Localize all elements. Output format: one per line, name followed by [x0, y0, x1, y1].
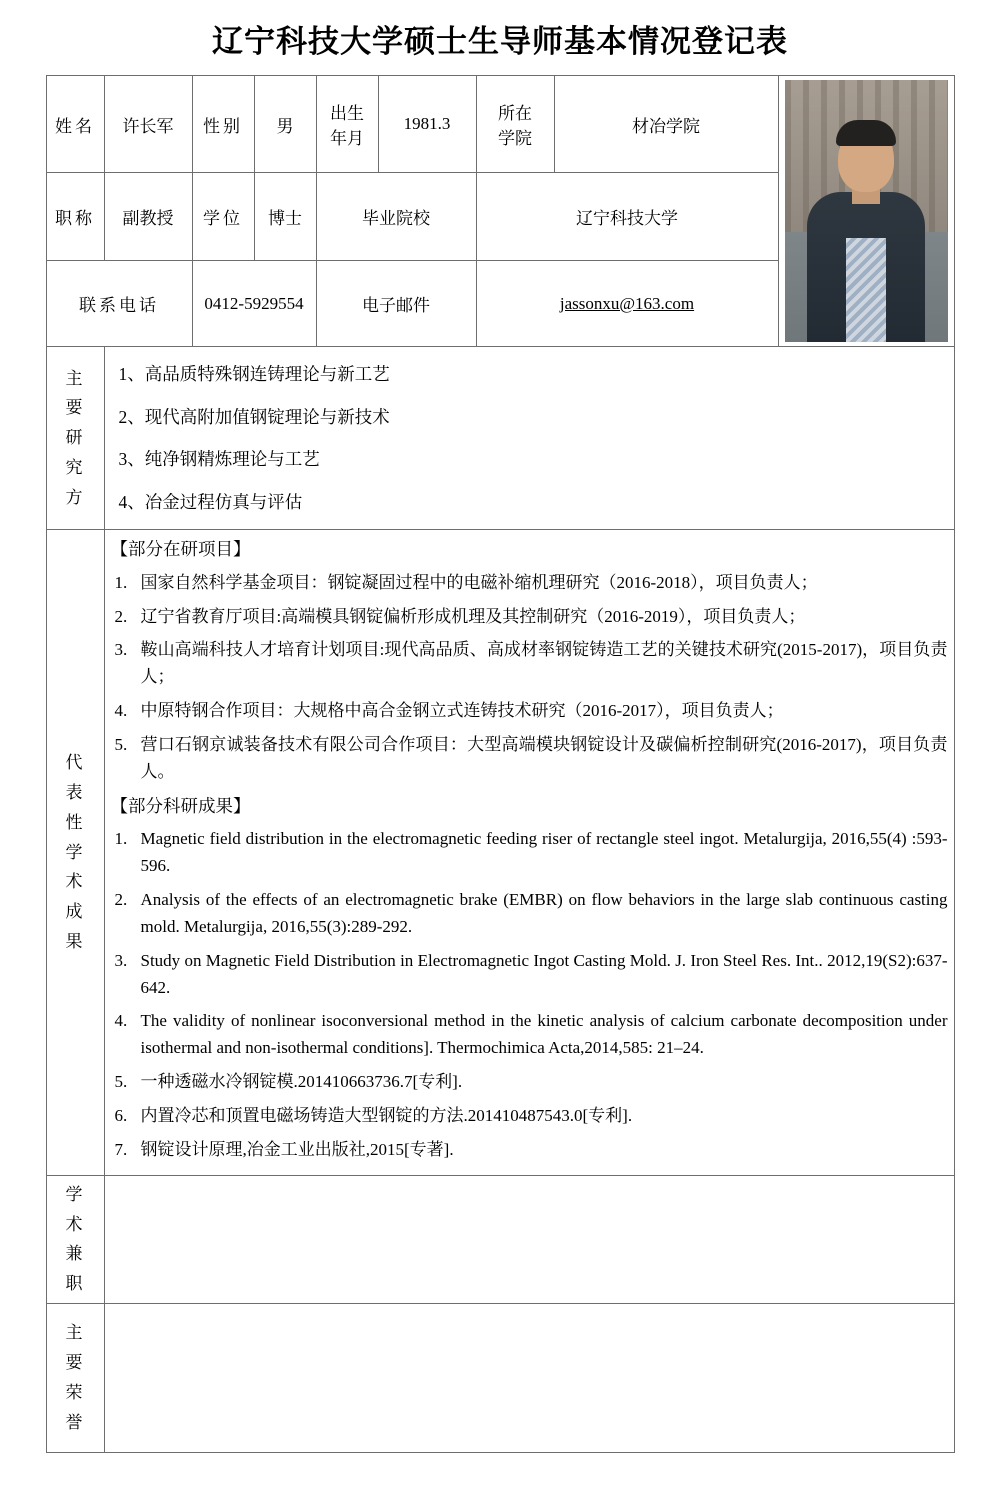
achievements-cell — [104, 530, 954, 1176]
item-text: 辽宁省教育厅项目:高端模具钢锭偏析形成机理及其控制研究（2016-2019），项目负责人； — [140, 606, 806, 626]
table-row-research-directions — [46, 347, 954, 530]
label-honors-ch2: 要 — [65, 1353, 85, 1372]
list-item — [111, 1103, 948, 1130]
list-item — [111, 570, 948, 597]
label-achievements-ch2: 表 — [65, 783, 85, 802]
label-achievements-ch1: 代 — [65, 753, 85, 773]
projects-heading: 【部分在研项目】 — [110, 539, 251, 559]
value-birth: 1981.3 — [378, 76, 476, 173]
label-research-direction-ch4: 究 — [65, 457, 85, 477]
item-number: 1. — [114, 572, 128, 592]
table-row-academic-post — [46, 1175, 954, 1303]
value-title-rank: 副教授 — [104, 173, 192, 261]
item-number: 5. — [114, 734, 128, 754]
label-honors-ch4: 誉 — [65, 1412, 85, 1432]
item-text: 鞍山高端科技人才培育计划项目:现代高品质、高成材率钢锭铸造工艺的关键技术研究(2015-2017)，项目负责人； — [140, 640, 948, 687]
email-link[interactable]: jassonxu@163.com — [559, 293, 695, 313]
item-text: Analysis of the effects of an electromagnetic brake (EMBR) on flow behaviors in the large slab continuous casting mold. Metalurgija, 2016,55(3):289-292. — [140, 890, 948, 936]
value-name: 许长军 — [104, 76, 192, 173]
item-text: Study on Magnetic Field Distribution in Electromagnetic Ingot Casting Mold. J. Iron Steel Res. Int.. 2012,19(S2):637-642. — [140, 950, 948, 997]
list-item — [111, 732, 948, 786]
value-phone: 0412-5929554 — [192, 261, 316, 347]
label-achievements-ch3: 性 — [65, 812, 85, 832]
value-honors — [104, 1303, 954, 1452]
avatar — [785, 80, 948, 342]
list-item — [111, 948, 948, 1002]
label-honors-ch1: 主 — [65, 1323, 85, 1343]
item-text: 中原特钢合作项目：大规格中高合金钢立式连铸技术研究（2016-2017），项目负责人； — [140, 701, 784, 721]
item-number: 7. — [114, 1139, 128, 1159]
item-text: 内置冷芯和顶置电磁场铸造大型钢锭的方法.201410487543.0[专利]. — [140, 1106, 633, 1126]
item-number: 2. — [114, 606, 128, 626]
list-item — [111, 698, 948, 725]
table-row-basic-1 — [46, 76, 954, 173]
value-email — [476, 261, 778, 347]
label-achievements-ch4: 学 — [65, 842, 85, 862]
projects-list — [111, 570, 948, 786]
label-academic-post-ch4: 职 — [65, 1274, 85, 1293]
label-research-direction-ch1: 主 — [65, 368, 85, 388]
list-item — [111, 887, 948, 941]
research-directions-cell — [104, 347, 954, 530]
photo-person-hair — [836, 120, 896, 146]
label-achievements — [46, 530, 104, 1176]
item-text: 营口石钢京诚装备技术有限公司合作项目：大型高端模块钢锭设计及碳偏析控制研究(2016-2017)，项目负责人。 — [140, 734, 948, 781]
list-item — [111, 1137, 948, 1164]
papers-list — [111, 826, 948, 1163]
research-direction-item: 1、高品质特殊钢连铸理论与新工艺 — [118, 364, 390, 384]
label-research-direction — [46, 347, 104, 530]
item-number: 6. — [114, 1106, 128, 1126]
list-item — [111, 826, 948, 880]
list-item — [111, 604, 948, 631]
page-title: 辽宁科技大学硕士生导师基本情况登记表 — [212, 24, 788, 59]
item-number: 2. — [114, 890, 128, 910]
item-number: 3. — [114, 950, 128, 970]
table-row-honors — [46, 1303, 954, 1452]
photo-cell — [778, 76, 954, 347]
label-college — [476, 76, 554, 173]
value-gender: 男 — [254, 76, 316, 173]
label-birth — [316, 76, 378, 173]
label-achievements-ch6: 成 — [65, 902, 85, 921]
item-number: 4. — [114, 701, 128, 721]
supervisor-info-table — [46, 75, 955, 1453]
label-graduate-school: 毕业院校 — [316, 173, 476, 261]
value-college: 材冶学院 — [554, 76, 778, 173]
label-birth-line2: 年月 — [330, 129, 364, 148]
label-email: 电子邮件 — [316, 261, 476, 347]
list-item — [111, 637, 948, 691]
item-number: 3. — [114, 640, 128, 660]
label-name: 姓名 — [46, 76, 104, 173]
label-phone: 联系电话 — [46, 261, 192, 347]
label-academic-post-ch3: 兼 — [65, 1244, 85, 1264]
item-number: 4. — [114, 1011, 128, 1031]
label-academic-post-ch1: 学 — [65, 1184, 85, 1204]
label-college-line2: 学院 — [498, 129, 532, 148]
research-direction-item: 4、冶金过程仿真与评估 — [118, 491, 303, 512]
label-research-direction-ch3: 研 — [65, 428, 85, 448]
photo-person-shirt — [846, 238, 886, 342]
label-birth-line1: 出生 — [330, 104, 364, 123]
item-text: 钢锭设计原理,冶金工业出版社,2015[专著]. — [140, 1139, 454, 1159]
label-gender: 性别 — [192, 76, 254, 173]
label-title-rank: 职称 — [46, 173, 104, 261]
label-achievements-ch5: 术 — [65, 872, 85, 892]
label-academic-post — [46, 1175, 104, 1303]
item-text: Magnetic field distribution in the electromagnetic feeding riser of rectangle steel ingot. Metalurgija, 2016,55(4) :593-596. — [140, 829, 948, 876]
item-text: 国家自然科学基金项目：钢锭凝固过程中的电磁补缩机理研究（2016-2018），项目负责人； — [140, 572, 818, 592]
label-achievements-ch7: 果 — [65, 931, 85, 951]
papers-heading: 【部分科研成果】 — [110, 795, 251, 816]
list-item — [111, 1008, 948, 1062]
research-direction-item: 3、纯净钢精炼理论与工艺 — [118, 449, 320, 469]
label-honors — [46, 1303, 104, 1452]
label-research-direction-ch2: 要 — [65, 398, 85, 418]
value-degree: 博士 — [254, 173, 316, 261]
item-number: 1. — [114, 829, 128, 849]
table-row-achievements — [46, 530, 954, 1176]
list-item — [111, 1069, 948, 1096]
item-number: 5. — [114, 1072, 128, 1092]
label-honors-ch3: 荣 — [65, 1382, 85, 1402]
value-academic-post — [104, 1175, 954, 1303]
label-academic-post-ch2: 术 — [65, 1214, 85, 1234]
item-text: The validity of nonlinear isoconversional method in the kinetic analysis of calcium carbonate decomposition under isothermal and non-isothermal conditions]. Thermochimica Acta,2014,585: 21–24. — [140, 1011, 948, 1058]
item-text: 一种透磁水冷钢锭模.201410663736.7[专利]. — [140, 1072, 463, 1092]
label-college-line1: 所在 — [498, 104, 532, 123]
label-research-direction-ch5: 方 — [65, 487, 85, 507]
label-degree: 学位 — [192, 173, 254, 261]
research-direction-item: 2、现代高附加值钢锭理论与新技术 — [118, 406, 390, 427]
value-graduate-school: 辽宁科技大学 — [476, 173, 778, 261]
